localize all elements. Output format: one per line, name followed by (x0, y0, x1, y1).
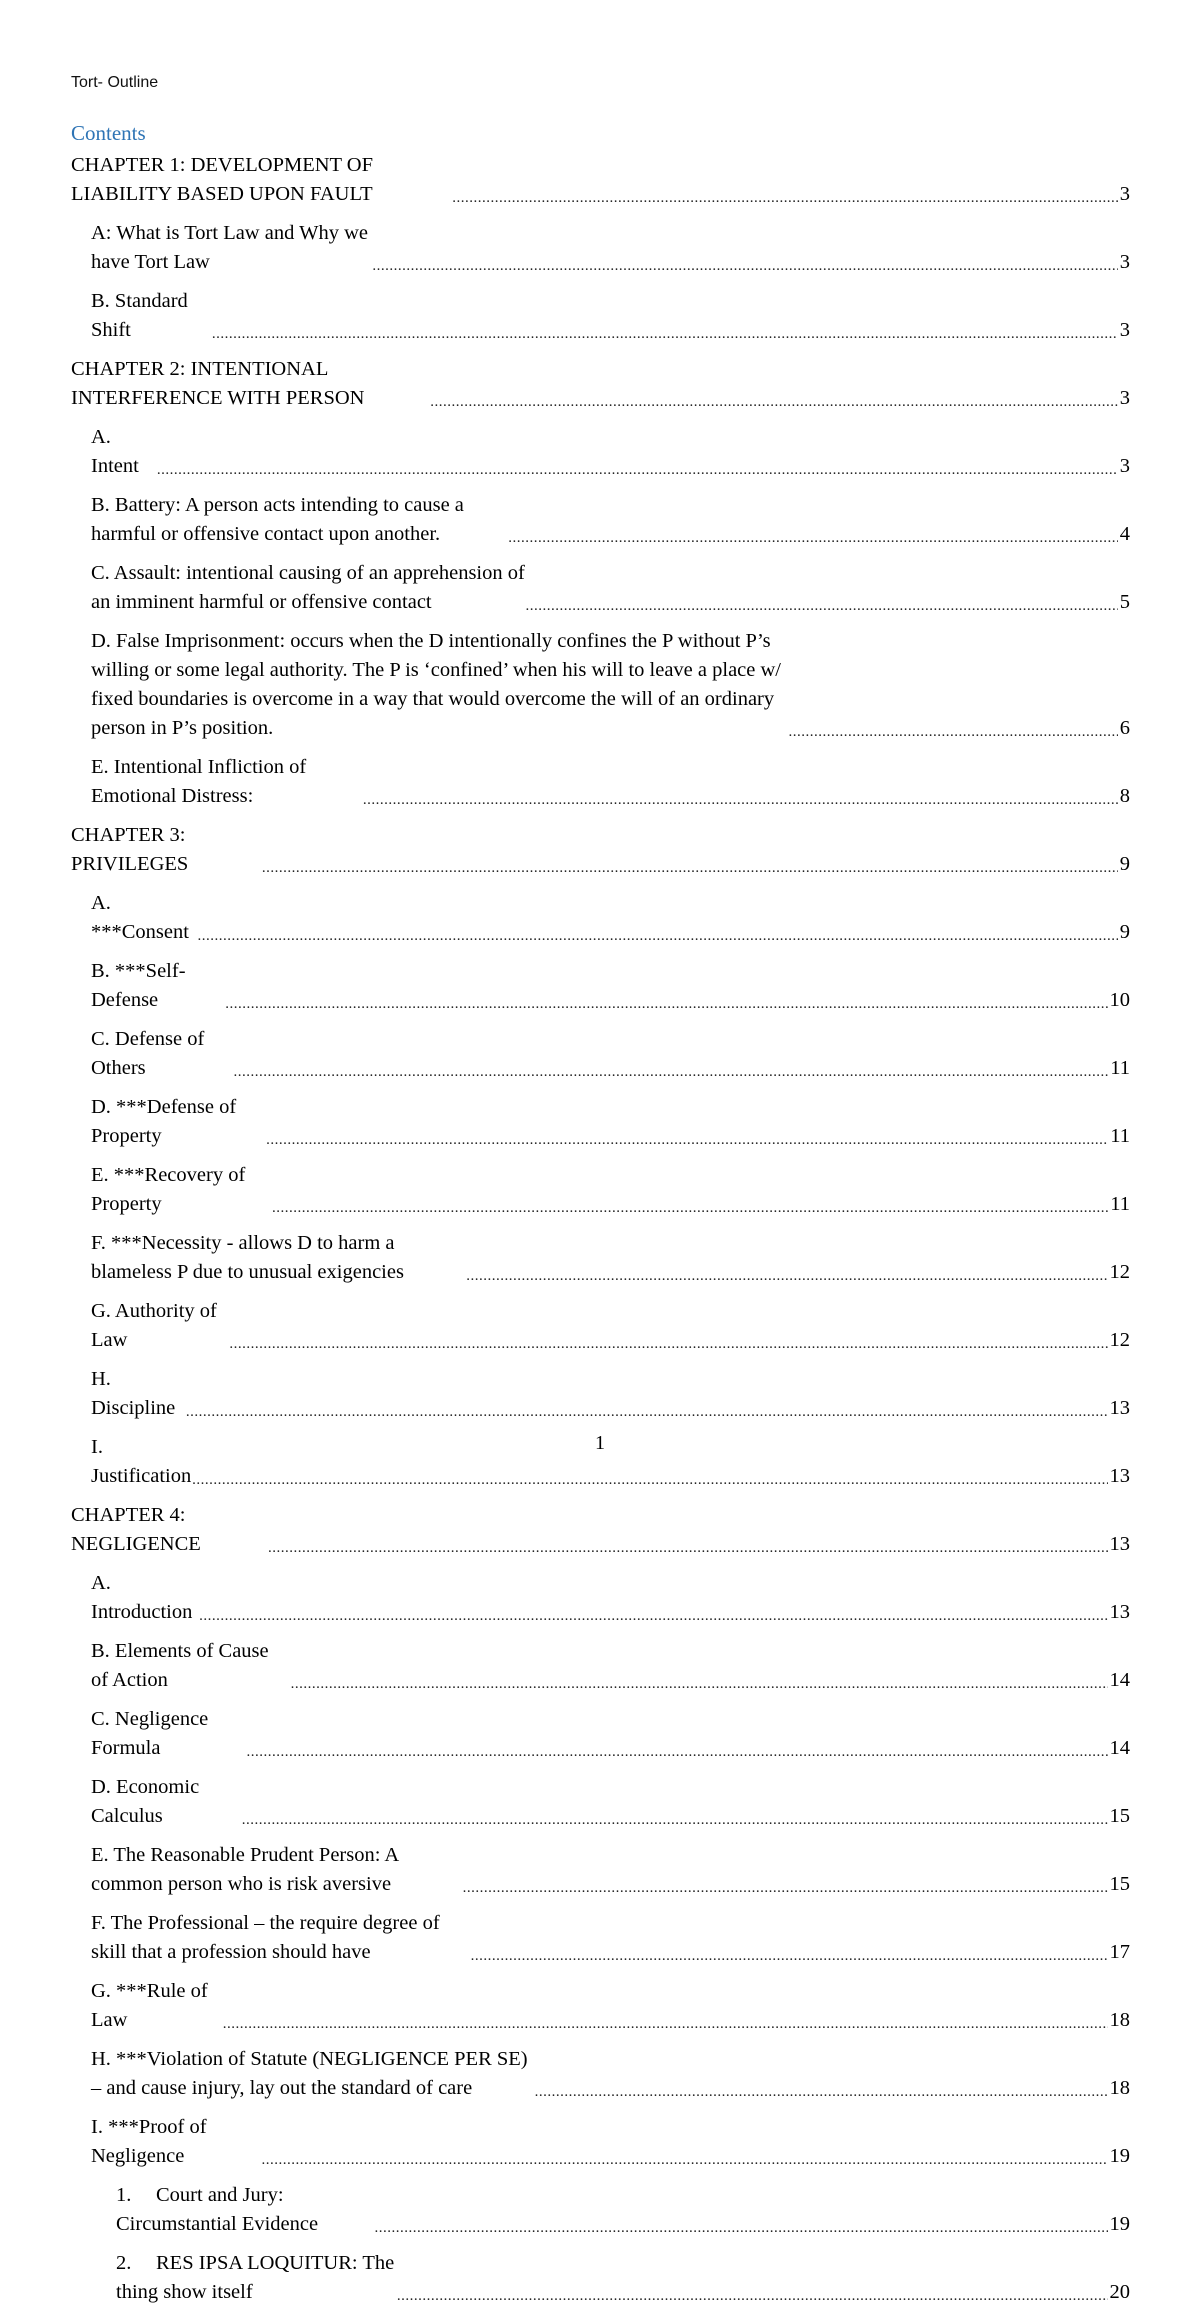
toc-entry-label: I. ***Proof of Negligence (91, 2116, 207, 2167)
toc-entry-label: C. Negligence Formula (91, 1708, 209, 1759)
toc-entry-text (91, 219, 372, 277)
table-of-contents (71, 151, 1130, 2317)
toc-entry-page-number: 10 (1109, 989, 1130, 1011)
toc-dot-leader (463, 1877, 1108, 1899)
toc-dot-leader (242, 1809, 1108, 1831)
toc-section-entry[interactable] (71, 1229, 1130, 1287)
toc-section-entry[interactable] (71, 1773, 1130, 1831)
toc-entry-text (91, 1297, 229, 1355)
toc-dot-leader (375, 2217, 1108, 2239)
toc-entry-label: G. Authority of Law (91, 1300, 217, 1351)
toc-entry-text (91, 1569, 199, 1627)
toc-entry-label: CHAPTER 2: INTENTIONAL INTERFERENCE WITH PERSON (71, 358, 365, 409)
toc-entry-text (91, 287, 212, 345)
toc-entry-text (91, 559, 526, 617)
toc-entry-text (91, 491, 508, 549)
toc-dot-leader (430, 391, 1118, 413)
toc-entry-label: H. ***Violation of Statute (NEGLIGENCE PER SE) – and cause injury, lay out the standard of care (91, 2048, 528, 2099)
toc-dot-leader (198, 925, 1118, 947)
toc-entry-page-number: 13 (1109, 1601, 1130, 1623)
toc-entry-label: A: What is Tort Law and Why we have Tort Law (91, 222, 368, 273)
toc-section-entry[interactable] (71, 287, 1130, 345)
toc-entry-page-number: 11 (1110, 1057, 1130, 1079)
toc-dot-leader (212, 323, 1118, 345)
toc-entry-label: B. Battery: A person acts intending to cause a harmful or offensive contact upon another. (91, 494, 464, 545)
toc-section-entry[interactable] (71, 1977, 1130, 2035)
toc-dot-leader (272, 1197, 1108, 1219)
toc-entry-page-number: 3 (1119, 251, 1130, 273)
toc-section-entry[interactable] (71, 1093, 1130, 1151)
toc-entry-page-number: 5 (1119, 591, 1130, 613)
toc-entry-text (91, 1365, 186, 1423)
toc-dot-leader (192, 1469, 1107, 1491)
toc-entry-text (91, 1705, 246, 1763)
toc-entry-text (91, 2113, 261, 2171)
toc-entry-label: E. Intentional Infliction of Emotional Distress: (91, 756, 307, 807)
toc-entry-page-number: 11 (1110, 1193, 1130, 1215)
toc-section-entry[interactable] (71, 1841, 1130, 1899)
toc-entry-text (91, 627, 788, 743)
toc-dot-leader (225, 993, 1107, 1015)
toc-entry-label: F. ***Necessity - allows D to harm a blameless P due to unusual exigencies (91, 1232, 404, 1283)
toc-dot-leader (268, 1537, 1107, 1559)
toc-entry-page-number: 14 (1109, 1737, 1130, 1759)
toc-dot-leader (266, 1129, 1108, 1151)
toc-entry-page-number: 6 (1119, 717, 1130, 739)
toc-subsection-entry[interactable] (71, 2181, 1130, 2239)
toc-entry-label: CHAPTER 3: PRIVILEGES (71, 824, 189, 875)
toc-entry-text (91, 2045, 535, 2103)
toc-section-entry[interactable] (71, 1909, 1130, 1967)
toc-entry-page-number: 12 (1109, 1261, 1130, 1283)
toc-entry-text (116, 2249, 397, 2307)
toc-entry-number: 1. (116, 2184, 132, 2206)
toc-section-entry[interactable] (71, 1569, 1130, 1627)
toc-entry-text (71, 151, 452, 209)
toc-entry-text (91, 1977, 223, 2035)
toc-entry-text (91, 1841, 463, 1899)
toc-section-entry[interactable] (71, 219, 1130, 277)
toc-section-entry[interactable] (71, 1637, 1130, 1695)
toc-entry-label: A. ***Consent (91, 892, 189, 943)
toc-dot-leader (363, 789, 1118, 811)
toc-entry-text (91, 1637, 291, 1695)
toc-entry-page-number: 19 (1109, 2145, 1130, 2167)
toc-chapter-entry[interactable] (71, 151, 1130, 209)
toc-subsection-entry[interactable] (71, 2249, 1130, 2307)
toc-dot-leader (291, 1673, 1108, 1695)
toc-entry-page-number: 3 (1119, 455, 1130, 477)
toc-dot-leader (397, 2285, 1108, 2307)
toc-entry-label: E. The Reasonable Prudent Person: A common person who is risk aversive (91, 1844, 399, 1895)
toc-section-entry[interactable] (71, 889, 1130, 947)
toc-entry-page-number: 13 (1109, 1397, 1130, 1419)
toc-entry-page-number: 14 (1109, 1669, 1130, 1691)
toc-entry-text (71, 821, 262, 879)
page-header-title: Tort- Outline (71, 74, 159, 91)
toc-entry-number: 2. (116, 2252, 132, 2274)
toc-dot-leader (508, 527, 1118, 549)
toc-entry-page-number: 17 (1109, 1941, 1130, 1963)
toc-entry-page-number: 4 (1119, 523, 1130, 545)
toc-entry-page-number: 12 (1109, 1329, 1130, 1351)
toc-section-entry[interactable] (71, 627, 1130, 743)
toc-entry-label: B. Elements of Cause of Action (91, 1640, 269, 1691)
toc-entry-page-number: 3 (1119, 387, 1130, 409)
toc-dot-leader (229, 1333, 1107, 1355)
toc-section-entry[interactable] (71, 1025, 1130, 1083)
toc-dot-leader (246, 1741, 1107, 1763)
toc-entry-text (91, 1025, 233, 1083)
toc-entry-page-number: 15 (1109, 1805, 1130, 1827)
toc-entry-label: C. Defense of Others (91, 1028, 205, 1079)
toc-section-entry[interactable] (71, 1161, 1130, 1219)
toc-entry-text (91, 889, 198, 947)
toc-section-entry[interactable] (71, 423, 1130, 481)
toc-section-entry[interactable] (71, 559, 1130, 617)
toc-dot-leader (535, 2081, 1108, 2103)
toc-dot-leader (261, 2149, 1107, 2171)
toc-dot-leader (199, 1605, 1107, 1627)
toc-heading: Contents (71, 121, 146, 145)
toc-section-entry[interactable] (71, 2045, 1130, 2103)
toc-entry-page-number: 13 (1109, 1533, 1130, 1555)
toc-entry-text (91, 1909, 471, 1967)
toc-section-entry[interactable] (71, 1297, 1130, 1355)
toc-entry-text (91, 1229, 466, 1287)
toc-entry-label: CHAPTER 4: NEGLIGENCE (71, 1504, 201, 1555)
toc-entry-page-number: 18 (1109, 2077, 1130, 2099)
toc-section-entry[interactable] (71, 491, 1130, 549)
toc-entry-page-number: 20 (1109, 2281, 1130, 2303)
toc-entry-label: H. Discipline (91, 1368, 176, 1419)
toc-entry-page-number: 3 (1119, 183, 1130, 205)
toc-chapter-entry[interactable] (71, 355, 1130, 413)
toc-entry-label: E. ***Recovery of Property (91, 1164, 246, 1215)
toc-dot-leader (471, 1945, 1108, 1967)
toc-entry-text (71, 1501, 268, 1559)
toc-entry-label: D. Economic Calculus (91, 1776, 200, 1827)
toc-chapter-entry[interactable] (71, 1501, 1130, 1559)
toc-entry-text (116, 2181, 375, 2239)
toc-chapter-entry[interactable] (71, 821, 1130, 879)
toc-entry-text (91, 423, 157, 481)
toc-section-entry[interactable] (71, 2113, 1130, 2171)
toc-entry-label: A. Intent (91, 426, 139, 477)
toc-entry-page-number: 15 (1109, 1873, 1130, 1895)
toc-dot-leader (372, 255, 1117, 277)
toc-entry-page-number: 9 (1119, 921, 1130, 943)
toc-section-entry[interactable] (71, 1705, 1130, 1763)
toc-entry-label: G. ***Rule of Law (91, 1980, 208, 2031)
toc-entry-label: B. Standard Shift (91, 290, 188, 341)
toc-entry-text (91, 1773, 242, 1831)
toc-entry-text (91, 957, 225, 1015)
toc-entry-label: D. ***Defense of Property (91, 1096, 237, 1147)
toc-entry-page-number: 11 (1110, 1125, 1130, 1147)
toc-dot-leader (157, 459, 1118, 481)
toc-entry-label: B. ***Self-Defense (91, 960, 186, 1011)
toc-section-entry[interactable] (71, 957, 1130, 1015)
toc-entry-text (91, 1161, 272, 1219)
toc-entry-label: Court and Jury: Circumstantial Evidence (116, 2184, 319, 2235)
toc-entry-text (91, 1093, 266, 1151)
toc-dot-leader (262, 857, 1118, 879)
page-number: 1 (595, 1432, 605, 1454)
toc-entry-label: I. Justification (91, 1436, 192, 1487)
toc-entry-page-number: 3 (1119, 319, 1130, 341)
toc-dot-leader (223, 2013, 1108, 2035)
toc-entry-page-number: 9 (1119, 853, 1130, 875)
toc-entry-label: C. Assault: intentional causing of an apprehension of an imminent harmful or offensive contact (91, 562, 525, 613)
toc-dot-leader (186, 1401, 1108, 1423)
toc-entry-page-number: 8 (1119, 785, 1130, 807)
toc-entry-label: CHAPTER 1: DEVELOPMENT OF LIABILITY BASED UPON FAULT (71, 154, 374, 205)
toc-entry-page-number: 18 (1109, 2009, 1130, 2031)
toc-dot-leader (233, 1061, 1108, 1083)
toc-entry-text (91, 753, 363, 811)
toc-entry-page-number: 13 (1109, 1465, 1130, 1487)
toc-dot-leader (466, 1265, 1107, 1287)
toc-entry-label: A. Introduction (91, 1572, 193, 1623)
toc-dot-leader (526, 595, 1118, 617)
toc-entry-label: F. The Professional – the require degree of skill that a profession should have (91, 1912, 440, 1963)
toc-dot-leader (452, 187, 1117, 209)
toc-dot-leader (788, 721, 1117, 743)
toc-entry-label: D. False Imprisonment: occurs when the D intentionally confines the P without P’s willing or some legal authority. The P is ‘confined’ when his will to leave a place w/ fixed boundaries is overcome in a way that would overcome the will of an ordinary person in P’s position. (91, 630, 781, 739)
toc-entry-text (71, 355, 430, 413)
toc-entry-page-number: 19 (1109, 2213, 1130, 2235)
toc-entry-label: RES IPSA LOQUITUR: The thing show itself (116, 2252, 395, 2303)
toc-section-entry[interactable] (71, 753, 1130, 811)
toc-section-entry[interactable] (71, 1365, 1130, 1423)
